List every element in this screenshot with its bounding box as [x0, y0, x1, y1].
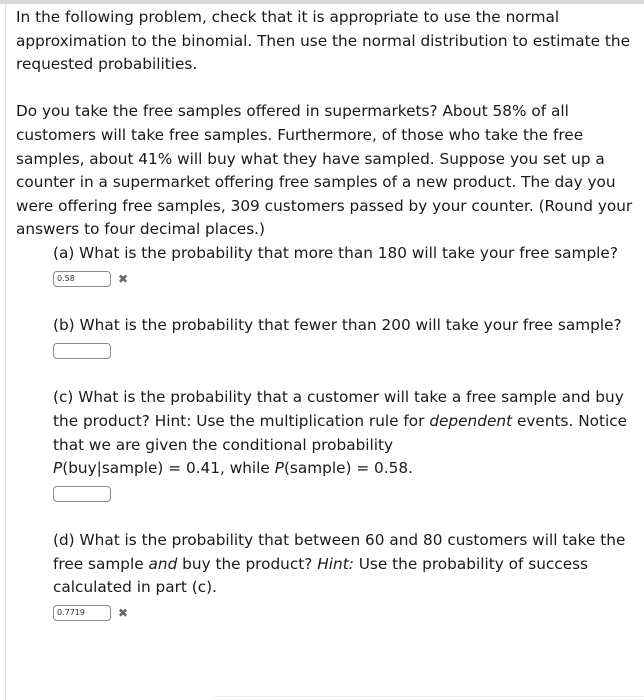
part-c-answer-input[interactable] — [53, 486, 111, 502]
left-border — [5, 4, 6, 700]
part-b-question: (b) What is the probability that fewer than 200 will take your free sample? — [53, 316, 622, 335]
part-b-answer-row — [53, 339, 640, 363]
incorrect-x-icon: ✖ — [118, 271, 129, 286]
instructions-text: In the following problem, check that it is appropriate to use the normal approximation to the binomial. Then use the normal distribution to estimate the requested probabilities. — [16, 8, 630, 74]
bottom-divider — [214, 696, 644, 697]
part-b — [53, 314, 640, 386]
part-a-answer-row — [53, 267, 640, 291]
part-d-answer-input[interactable] — [53, 605, 111, 621]
part-b-answer-input[interactable] — [53, 343, 111, 359]
part-d — [53, 529, 640, 625]
part-a-answer-input[interactable] — [53, 271, 111, 287]
incorrect-x-icon: ✖ — [118, 606, 129, 621]
part-d-answer-row — [53, 601, 640, 625]
part-c-question: (c) What is the probability that a customer will take a free sample and buy the product? Hint: Use the multiplication rule for dependent events. Notice that we are given the conditional probability — [53, 388, 628, 454]
problem-content — [16, 6, 640, 625]
problem-statement: Do you take the free samples offered in supermarkets? About 58% of all customers will take free samples. Furthermore, of those who take the free samples, about 41% will buy what they have sampled. Suppose you set up a counter in a supermarket offering free samples of a new product. The day you were offering free samples, 309 customers passed by your counter. (Round your answers to four decimal places.) — [16, 102, 633, 239]
part-d-question: (d) What is the probability that between 60 and 80 customers will take the free sample and buy the product? Hint: Use the probability of success calculated in part (c). — [53, 531, 626, 597]
top-border — [0, 0, 644, 4]
part-a — [53, 242, 640, 314]
part-c-answer-row — [53, 482, 640, 506]
part-a-question: (a) What is the probability that more than 180 will take your free sample? — [53, 243, 618, 262]
part-c — [53, 386, 640, 529]
part-c-formula: P(buy|sample) = 0.41, while P(sample) = 0.58. — [53, 459, 413, 478]
